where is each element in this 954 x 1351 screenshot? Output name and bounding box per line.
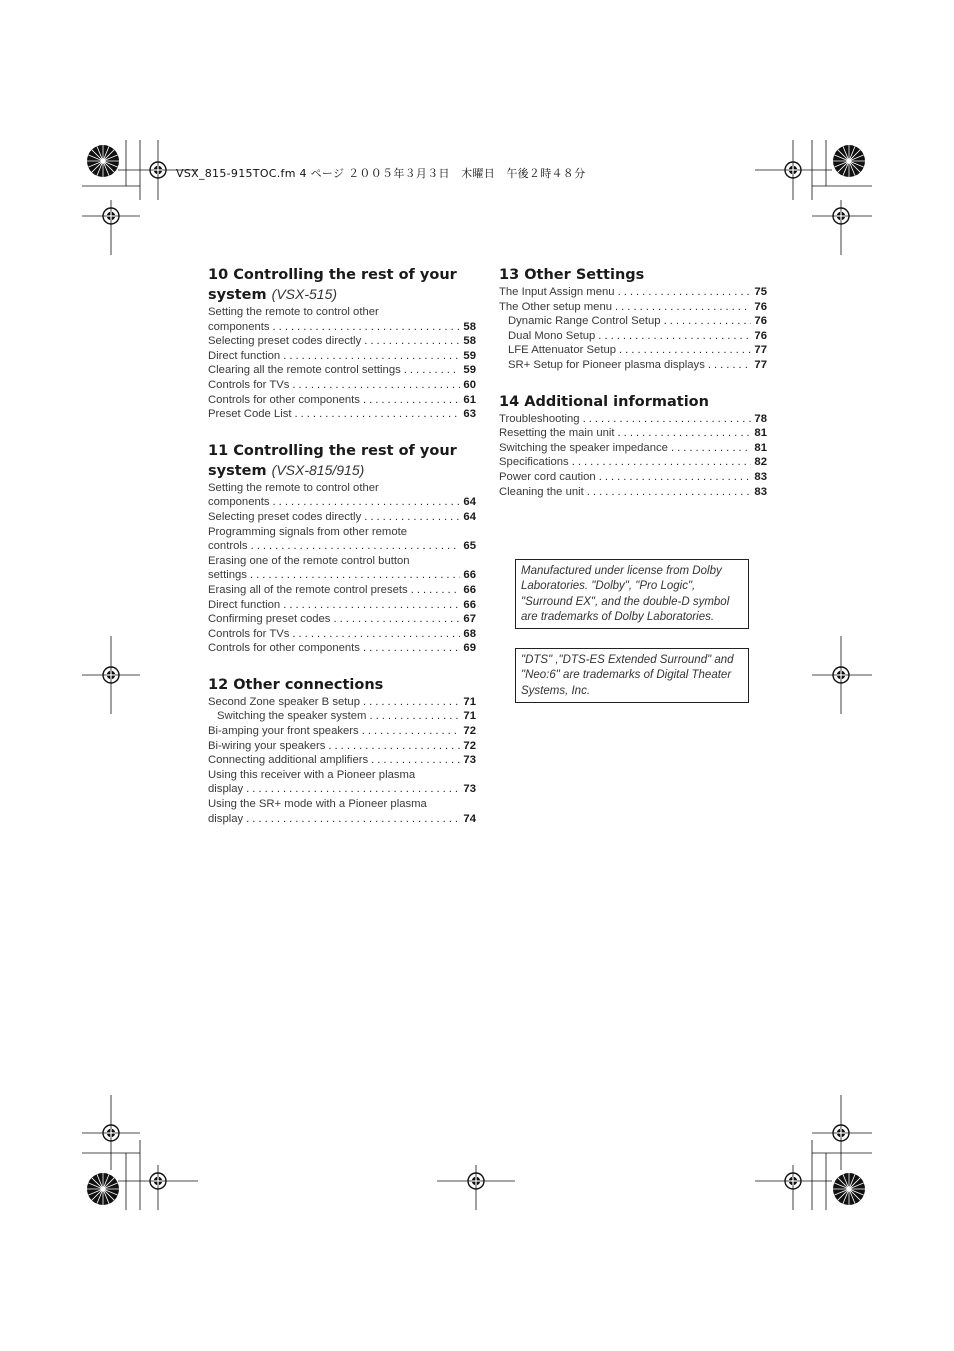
dot-leader [292, 378, 460, 393]
toc-entry-text: Direct function [208, 598, 281, 611]
toc-entry[interactable] [499, 412, 767, 427]
toc-entry[interactable] [208, 583, 476, 598]
toc-entry[interactable] [499, 470, 767, 485]
page-number: 74 [463, 812, 476, 825]
page-number: 76 [754, 300, 767, 313]
toc-entry-text-line1: Setting the remote to control other [208, 481, 379, 494]
toc-entry-text: Bi-wiring your speakers [208, 739, 326, 752]
toc-entry-text: Resetting the main unit [499, 427, 615, 440]
page-number: 58 [463, 335, 476, 348]
toc-entry[interactable] [208, 378, 476, 393]
toc-entry[interactable] [499, 343, 767, 358]
dot-leader [598, 329, 751, 344]
dot-leader [333, 612, 460, 627]
dts-notice-text: "DTS" ,"DTS-ES Extended Surround" and "Neo:6" are trademarks of Digital Theater Systems, Inc. [521, 654, 734, 697]
dot-leader [619, 343, 751, 358]
page-number: 64 [463, 510, 476, 523]
toc-entry-text: Erasing all of the remote control presets [208, 583, 408, 596]
dot-leader [363, 393, 460, 408]
toc-entry[interactable] [208, 641, 476, 656]
toc-section [208, 442, 476, 656]
dot-leader [587, 485, 752, 500]
toc-entry-text: Selecting preset codes directly [208, 335, 362, 348]
page-number: 71 [463, 710, 476, 723]
toc-entry[interactable] [208, 612, 476, 627]
toc-entry-text: Power cord caution [499, 470, 596, 483]
dot-leader [283, 598, 460, 613]
toc-entry[interactable] [208, 363, 476, 378]
page-number: 78 [754, 412, 767, 425]
dts-trademark-notice [515, 648, 749, 703]
toc-entry-text: The Input Assign menu [499, 286, 615, 298]
toc-entry-text: Troubleshooting [499, 412, 580, 425]
toc-entry-text-line1: Using the SR+ mode with a Pioneer plasma [208, 798, 427, 811]
toc-entry[interactable] [499, 485, 767, 500]
toc-entry[interactable] [208, 510, 476, 525]
dolby-notice-text: Manufactured under license from Dolby Laboratories. "Dolby", "Pro Logic", "Surround EX", and the double-D symbol are trademarks of Dolby Laboratories. [521, 565, 730, 623]
dot-leader [363, 641, 460, 656]
page-number: 72 [463, 739, 476, 752]
dot-leader [369, 709, 460, 724]
toc-entry-text: Controls for other components [208, 642, 360, 655]
toc-entry-text-line1: Erasing one of the remote control button [208, 554, 410, 567]
dot-leader [328, 739, 460, 754]
page-number: 82 [754, 456, 767, 469]
toc-entry[interactable] [208, 739, 476, 754]
dot-leader [246, 782, 460, 797]
dot-leader [599, 470, 752, 485]
toc-entry-text: Confirming preset codes [208, 613, 331, 626]
toc-entry-text: Preset Code List [208, 408, 292, 421]
toc-entry-text-line1: Using this receiver with a Pioneer plasma [208, 768, 416, 781]
toc-entry-text: Controls for TVs [208, 378, 290, 391]
dot-leader [295, 407, 461, 422]
toc-entry-text: display [208, 783, 244, 796]
section-title-line1: 11 Controlling the rest of your [208, 442, 457, 459]
page-number: 71 [463, 695, 476, 708]
dot-leader [292, 627, 460, 642]
page-number: 59 [463, 349, 476, 362]
toc-entry-text-line1: Programming signals from other remote [208, 525, 408, 538]
toc-section [208, 266, 476, 422]
toc-entry-text: Connecting additional amplifiers [208, 754, 369, 767]
toc-entry-text: components [208, 320, 270, 333]
toc-entry[interactable] [499, 455, 767, 470]
toc-entry[interactable] [208, 525, 476, 554]
section-title-word: system [208, 462, 267, 479]
toc-entry[interactable] [208, 554, 476, 583]
page-number: 66 [463, 583, 476, 596]
toc-entry[interactable] [208, 349, 476, 364]
dot-leader [363, 695, 460, 710]
dot-leader [246, 812, 460, 827]
toc-entry[interactable] [208, 695, 476, 710]
dot-leader [364, 510, 460, 525]
toc-entry-text: The Other setup menu [499, 300, 613, 313]
dot-leader [618, 285, 752, 300]
page-number: 73 [463, 783, 476, 796]
page-number: 58 [463, 320, 476, 333]
toc-entry-text: Clearing all the remote control settings [208, 364, 401, 377]
section-gap [208, 656, 476, 676]
dolby-trademark-notice [515, 559, 749, 629]
toc-entry-text: LFE Attenuator Setup [508, 344, 617, 357]
dot-leader [615, 300, 751, 315]
page-number: 81 [754, 441, 767, 454]
toc-right-column [499, 266, 767, 499]
toc-entry[interactable] [208, 753, 476, 768]
toc-entry[interactable] [499, 441, 767, 456]
dot-leader [618, 426, 752, 441]
toc-section [208, 676, 476, 826]
page-number: 73 [463, 754, 476, 767]
toc-entry-text: components [208, 496, 270, 509]
dot-leader [708, 358, 752, 373]
toc-entry[interactable] [208, 334, 476, 349]
toc-entry-text: Dynamic Range Control Setup [508, 315, 661, 328]
toc-entry[interactable] [499, 358, 767, 373]
toc-entry[interactable] [208, 481, 476, 510]
toc-entry[interactable] [499, 300, 767, 315]
toc-left-column [208, 266, 476, 826]
dot-leader [283, 349, 460, 364]
section-gap [499, 373, 767, 393]
page-number: 68 [463, 627, 476, 640]
page-number: 72 [463, 725, 476, 738]
toc-entry-text: controls [208, 540, 248, 553]
dot-leader [371, 753, 460, 768]
page-number: 60 [463, 378, 476, 391]
model-label: (VSX-815/915) [271, 461, 365, 478]
toc-entry[interactable] [208, 393, 476, 408]
toc-entry-text: Cleaning the unit [499, 485, 584, 498]
model-label: (VSX-515) [271, 286, 338, 302]
toc-entry[interactable] [499, 285, 767, 300]
dot-leader [411, 583, 461, 598]
page-number: 83 [754, 470, 767, 483]
dot-leader [664, 314, 752, 329]
dot-leader [362, 724, 461, 739]
section-title-line1: 10 Controlling the rest of your [208, 267, 457, 283]
page-number: 66 [463, 598, 476, 611]
section-title: 12 Other connections [208, 676, 384, 693]
section-title [208, 442, 476, 481]
toc-section [499, 393, 767, 500]
toc-entry[interactable] [208, 768, 476, 797]
section-title [208, 266, 476, 305]
page-number: 66 [463, 569, 476, 582]
toc-entry-text: Switching the speaker impedance [499, 441, 668, 454]
toc-entry-text: Controls for TVs [208, 627, 290, 640]
dot-leader [251, 539, 461, 554]
toc-entry-text: Controls for other components [208, 393, 360, 406]
page-number: 81 [754, 427, 767, 440]
page-number: 61 [463, 393, 476, 406]
toc-entry-text: Specifications [499, 456, 569, 469]
toc-entry[interactable] [208, 709, 476, 724]
page-number: 77 [754, 344, 767, 357]
section-title: 13 Other Settings [499, 267, 645, 283]
toc-entry[interactable] [208, 797, 476, 826]
toc-entry-text: settings [208, 569, 247, 582]
dot-leader [273, 495, 461, 510]
toc-entry[interactable] [499, 314, 767, 329]
toc-entry[interactable] [208, 598, 476, 613]
page-number: 63 [463, 408, 476, 421]
toc-entry[interactable] [208, 627, 476, 642]
page-number: 83 [754, 485, 767, 498]
toc-entry-text: Direct function [208, 349, 281, 362]
toc-entry-text: Dual Mono Setup [508, 329, 596, 342]
dot-leader [404, 363, 461, 378]
page-number: 67 [463, 613, 476, 626]
page-number: 76 [754, 329, 767, 342]
toc-entry-text: Second Zone speaker B setup [208, 695, 360, 708]
page-number: 65 [463, 540, 476, 553]
toc-entry-text: Switching the speaker system [217, 710, 367, 723]
page-number: 75 [754, 286, 767, 298]
dot-leader [572, 455, 752, 470]
page-number: 69 [463, 642, 476, 655]
section-title-line2 [208, 461, 476, 481]
toc-entry-text-line1: Setting the remote to control other [208, 306, 379, 318]
section-gap [208, 422, 476, 442]
toc-entry[interactable] [499, 426, 767, 441]
section-title-word: system [208, 287, 267, 303]
toc-entry[interactable] [208, 724, 476, 739]
toc-entry-text: SR+ Setup for Pioneer plasma displays [508, 358, 705, 371]
page-number: 59 [463, 364, 476, 377]
toc-entry-text: display [208, 812, 244, 825]
page-number: 64 [463, 496, 476, 509]
toc-entry-text: Selecting preset codes directly [208, 510, 362, 523]
section-title: 14 Additional information [499, 393, 709, 410]
section-title-line2 [208, 285, 476, 305]
page-number: 77 [754, 358, 767, 371]
toc-section [499, 266, 767, 373]
file-slug-header: VSX_815-915TOC.fm 4 ページ ２００５年３月３日 木曜日 午後２時４８分 [176, 167, 586, 180]
toc-entry[interactable] [208, 407, 476, 422]
dot-leader [671, 441, 751, 456]
toc-entry[interactable] [499, 329, 767, 344]
page-number: 76 [754, 315, 767, 328]
dot-leader [364, 334, 460, 349]
dot-leader [250, 568, 460, 583]
toc-entry-text: Bi-amping your front speakers [208, 725, 359, 738]
dot-leader [273, 320, 461, 335]
toc-entry[interactable] [208, 305, 476, 334]
dot-leader [583, 412, 752, 427]
